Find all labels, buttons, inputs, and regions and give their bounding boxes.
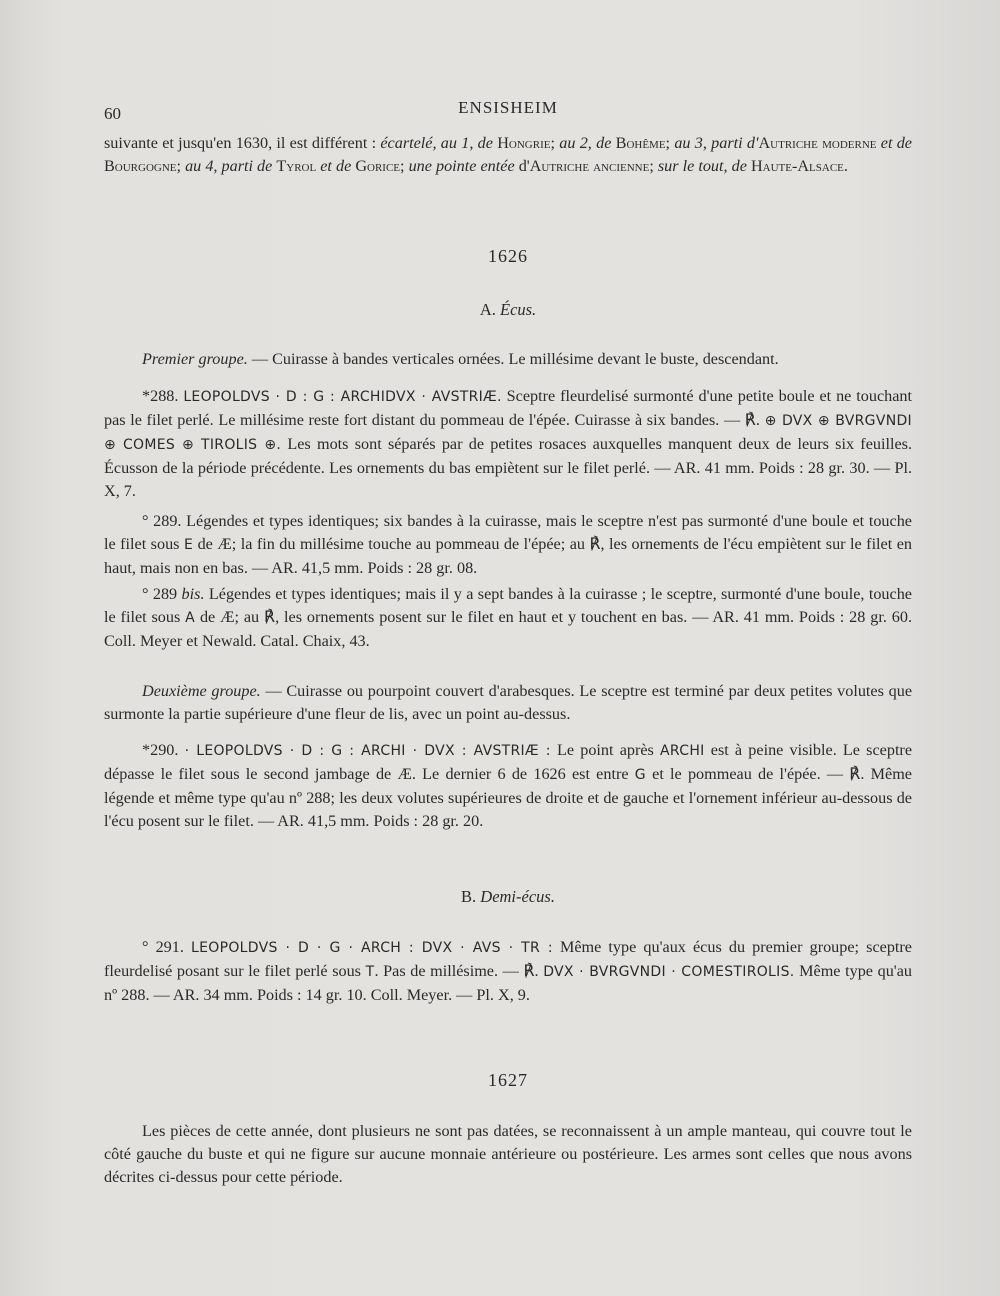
intro-text: Bourgogne <box>104 157 177 175</box>
entry-text: de <box>193 535 218 553</box>
intro-text: Haute-Alsace <box>750 157 844 175</box>
coin-letter: T <box>365 964 375 980</box>
intro-text: Tyrol <box>276 157 317 175</box>
entry-290 <box>104 739 912 833</box>
entry-291 <box>104 936 912 1007</box>
coin-legend: LEOPOLDVS · D : G : ARCHIDVX · AVSTRIÆ. <box>183 389 502 405</box>
section-heading-ecus <box>104 300 912 320</box>
entry-text: Sceptre fleurdelisé surmonté d'une petite boule et ne touchant pas le filet perlé. Le millésime reste fort distant du pommeau de l'épée. Cuirasse à six bandes. — ℟. <box>104 387 912 429</box>
group-label: Deuxième groupe. <box>142 682 261 700</box>
intro-text: écartelé, au 1, <box>380 134 474 152</box>
coin-legend: ⊕ DVX ⊕ BVRGVNDI ⊕ COMES ⊕ TIROLIS ⊕. <box>104 413 912 453</box>
entry-number: *290. <box>142 741 185 759</box>
entry-number: *288. <box>142 387 184 405</box>
intro-text: Autriche moderne <box>758 134 877 152</box>
intro-text: Gorice <box>355 157 401 175</box>
entry-288 <box>104 385 912 503</box>
coin-letter: Æ <box>397 765 412 783</box>
entry-text: Le point après <box>550 741 661 759</box>
entry-number: ° 289 <box>142 585 182 603</box>
group-description: — Cuirasse à bandes verticales ornées. Le millésime devant le buste, descendant. <box>247 350 779 368</box>
intro-text: Bohême <box>615 134 666 152</box>
entry-289-bis <box>104 583 912 653</box>
intro-text: d' <box>514 157 530 175</box>
coin-letter: G <box>634 767 646 783</box>
intro-text: au 4, parti de <box>185 157 273 175</box>
coin-legend: LEOPOLDVS · D · G · ARCH : DVX · AVS · TR : <box>191 940 553 956</box>
entry-text: de <box>195 608 221 626</box>
group-one-heading <box>104 348 912 371</box>
paragraph-text: Les pièces de cette année, dont plusieurs ne sont pas datées, se reconnaissent à un ample manteau, qui couvre tout le côté gauche du buste et qui ne figure sur aucune monnaie antérieure ou postérieure. Les armes sont celles que nous avons décrites ci-dessus pour cette période. <box>104 1122 912 1186</box>
year-heading-1627: 1627 <box>488 1070 528 1090</box>
intro-text: ; <box>176 157 186 175</box>
entry-number: ° 289. <box>142 512 182 530</box>
intro-text: et de <box>880 134 912 152</box>
intro-text: une pointe entée <box>408 157 515 175</box>
intro-text: et de <box>320 157 352 175</box>
section-letter: A. <box>479 300 500 319</box>
coin-letter: ARCHI <box>660 743 705 759</box>
entry-text: . Le dernier 6 de 1626 est entre <box>411 765 635 783</box>
paragraph-1627 <box>104 1120 912 1189</box>
section-heading-demi-ecus <box>104 887 912 907</box>
entry-number-suffix: bis. <box>181 585 205 603</box>
coin-legend: · LEOPOLDVS · D : G : ARCHI · DVX : AVSTRIÆ : <box>184 743 551 759</box>
intro-text: sur le tout, de <box>657 157 747 175</box>
section-title: Demi-écus. <box>480 887 555 906</box>
intro-text: ; <box>649 157 658 175</box>
page-header <box>104 98 912 128</box>
entry-text: Les mots sont séparés par de petites rosaces auxquelles manquent deux de leurs six feuilles. Écusson de la période précédente. Les ornements du bas empiètent sur le filet perlé. — AR. 41 mm. Poids : 28 gr. 30. — Pl. X, 7. <box>104 435 913 500</box>
entry-289 <box>104 510 912 580</box>
group-two-heading <box>104 680 912 726</box>
intro-text: . <box>843 157 848 175</box>
coin-legend: DVX · BVRGVNDI · COMESTIROLIS. <box>543 964 795 980</box>
entry-text: . Pas de millésime. — ℟. <box>374 962 544 980</box>
entry-text: ; la fin du millésime touche au pommeau de l'épée; au ℟, les ornements de l'écu empiètent sur le filet en haut, mais non en bas. — AR. 41,5 mm. Poids : 28 gr. 08. <box>104 535 912 577</box>
entry-text: ; au ℟, les ornements posent sur le filet en haut et y touchent en bas. — AR. 41 mm. Poids : 28 gr. 60. Coll. Meyer et Newald. Catal. Chaix, 43. <box>104 608 912 650</box>
group-description: — Cuirasse ou pourpoint couvert d'arabesques. Le sceptre est terminé par deux petites volutes que surmonte la partie supérieure d'une fleur de lis, avec un point au-dessus. <box>104 682 913 723</box>
intro-text: ; <box>665 134 675 152</box>
section-title: Écus. <box>499 300 537 319</box>
entry-text: Légendes et types identiques; six bandes à la cuirasse, mais le sceptre n'est pas surmonté d'une boule et touche le filet sous <box>104 512 912 553</box>
intro-text: au 3, parti d' <box>674 134 759 152</box>
group-label: Premier groupe. <box>142 350 248 368</box>
year-heading-1626: 1626 <box>488 246 528 266</box>
intro-text: suivante et jusqu'en 1630, il est différent : <box>104 134 381 152</box>
intro-text: ; <box>400 157 409 175</box>
intro-text: de <box>473 134 498 152</box>
intro-text: Autriche ancienne <box>529 157 650 175</box>
coin-letter: Æ <box>217 535 232 553</box>
page-number: 60 <box>104 104 121 123</box>
intro-paragraph <box>104 132 912 178</box>
coin-letter: E <box>183 537 194 553</box>
entry-text: Même type qu'aux écus du premier groupe; sceptre fleurdelisé posant sur le filet perlé sous <box>104 938 912 980</box>
intro-text: Hongrie <box>497 134 551 152</box>
section-letter: B. <box>461 887 481 906</box>
entry-text: est à peine visible. Le sceptre dépasse le filet sous le second jambage de <box>104 741 913 783</box>
coin-letter: A <box>185 610 196 626</box>
entry-text: et le pommeau de l'épée. — ℟. Même légende et même type qu'au nº 288; les deux volutes supérieures de droite et de gauche et l'ornement inférieur au-dessous de l'écu posent sur le filet. — AR. 41,5 mm. Poids : 28 gr. 20. <box>104 765 912 830</box>
coin-letter: Æ <box>220 608 235 626</box>
entry-text: Légendes et types identiques; mais il y a sept bandes à la cuirasse ; le sceptre, surmonté d'une boule, touche le filet sous <box>104 585 912 626</box>
intro-text: au 2, de <box>559 134 612 152</box>
running-title: ENSISHEIM <box>458 98 558 117</box>
entry-text: Même type qu'au nº 288. — AR. 34 mm. Poids : 14 gr. 10. Coll. Meyer. — Pl. X, 9. <box>104 962 912 1004</box>
intro-text: ; <box>550 134 560 152</box>
entry-number: ° 291. <box>142 938 192 956</box>
